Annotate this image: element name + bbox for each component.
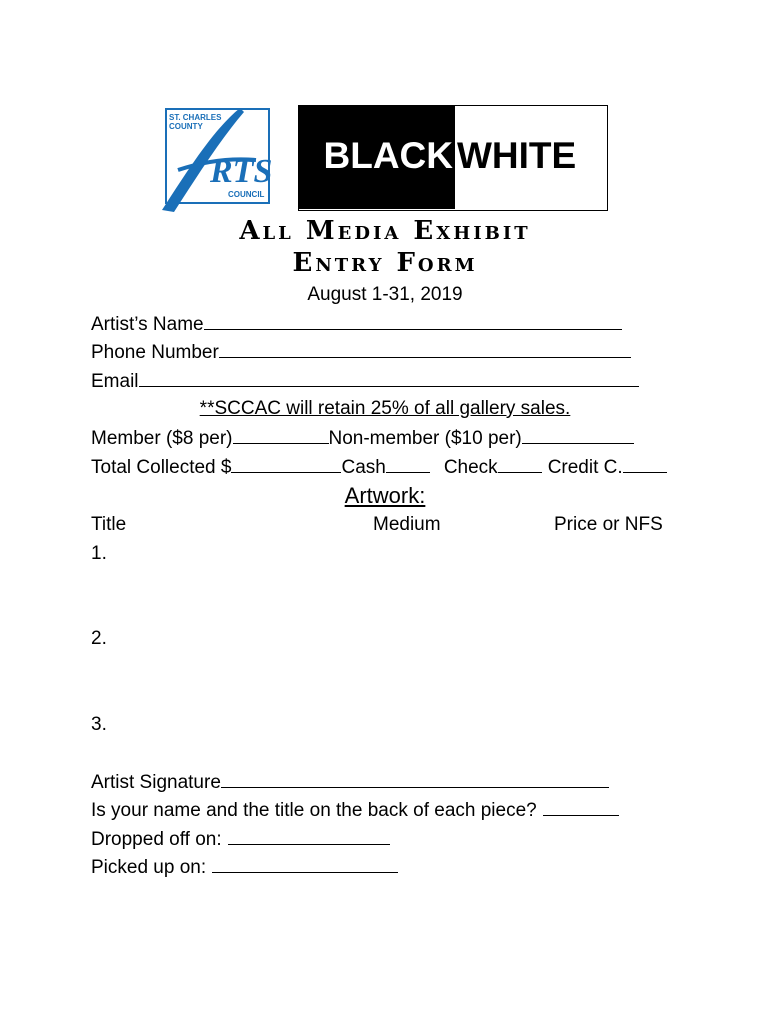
banner-white-word: WHITE: [457, 135, 577, 176]
cash-label: Cash: [341, 457, 386, 478]
name-on-back-row: [91, 798, 619, 822]
signature-row: [91, 770, 609, 794]
arts-mark-text: RTS: [210, 153, 273, 190]
check-label: Check: [443, 457, 498, 478]
artwork-heading: Artwork:: [344, 483, 426, 508]
dropped-off-label: Dropped off on:: [91, 829, 222, 850]
picked-up-field[interactable]: [212, 855, 398, 873]
logo-text-line1: ST. CHARLES: [169, 113, 222, 122]
name-on-back-field[interactable]: [543, 798, 619, 816]
email-field[interactable]: [139, 369, 639, 387]
check-field[interactable]: [498, 455, 542, 473]
picked-up-row: [91, 855, 398, 879]
total-collected-field[interactable]: [231, 455, 341, 473]
phone-label: Phone Number: [91, 342, 219, 363]
artwork-row-2: 2.: [91, 628, 107, 649]
member-label: Member ($8 per): [91, 428, 233, 449]
artwork-heading-row: [0, 483, 770, 509]
artist-name-row: [91, 312, 622, 336]
picked-up-label: Picked up on:: [91, 857, 207, 878]
artwork-row-1: 1.: [91, 543, 107, 564]
black-white-banner: [298, 105, 608, 211]
form-title-line1: All Media Exhibit: [239, 216, 531, 246]
gallery-sales-notice: **SCCAC will retain 25% of all gallery sales.: [199, 398, 571, 419]
email-label: Email: [91, 371, 139, 392]
credit-label: Credit C.: [547, 457, 623, 478]
artwork-row-3: 3.: [91, 714, 107, 735]
artwork-col-medium: Medium: [373, 514, 441, 535]
cash-field[interactable]: [386, 455, 430, 473]
dropped-off-row: [91, 827, 390, 851]
payment-row: [91, 455, 667, 479]
phone-row: [91, 340, 631, 364]
artist-name-label: Artist’s Name: [91, 314, 204, 335]
signature-field[interactable]: [221, 770, 609, 788]
logo-text-line3: COUNCIL: [228, 190, 265, 199]
signature-label: Artist Signature: [91, 772, 221, 793]
gallery-notice-row: [0, 398, 770, 420]
phone-field[interactable]: [219, 340, 631, 358]
form-title-line2: Entry Form: [292, 248, 478, 278]
credit-field[interactable]: [623, 455, 667, 473]
artwork-col-title: Title: [91, 514, 127, 535]
membership-row: [91, 426, 634, 450]
logo-text-line2: COUNTY: [169, 122, 203, 131]
dropped-off-field[interactable]: [228, 827, 390, 845]
member-field[interactable]: [233, 426, 329, 444]
non-member-label: Non-member ($10 per): [328, 428, 522, 449]
email-row: [91, 369, 639, 393]
name-on-back-label: Is your name and the title on the back of each piece?: [91, 800, 537, 821]
artwork-col-price: Price or NFS: [554, 514, 663, 535]
banner-black-word: BLACK: [323, 135, 453, 176]
exhibit-date: August 1-31, 2019: [307, 284, 463, 305]
artist-name-field[interactable]: [204, 312, 622, 330]
total-collected-label: Total Collected $: [91, 457, 232, 478]
non-member-field[interactable]: [522, 426, 634, 444]
